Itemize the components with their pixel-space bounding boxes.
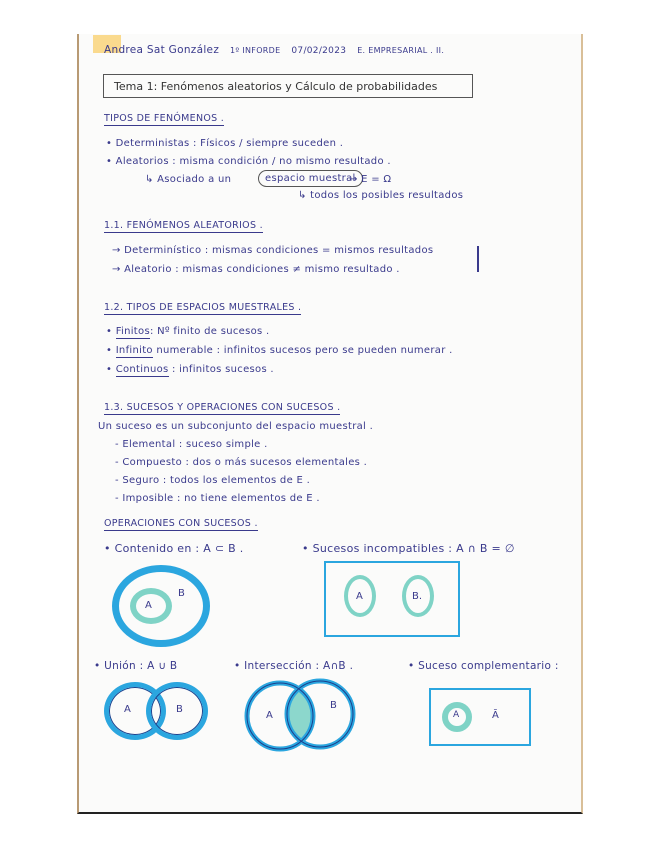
- label-a: A: [356, 591, 363, 602]
- list-item: - Elemental : suceso simple .: [115, 439, 268, 450]
- list-item: - Imposible : no tiene elementos de E .: [115, 493, 320, 504]
- list-item: - Seguro : todos los elementos de E .: [115, 475, 311, 486]
- section-heading-1-1: 1.1. FENÓMENOS ALEATORIOS .: [104, 220, 263, 231]
- label-a: A: [145, 600, 152, 611]
- label-a: A: [453, 710, 460, 720]
- label-b: B: [330, 700, 337, 711]
- incompatibles-label: • Sucesos incompatibles : A ∩ B = ∅: [302, 542, 515, 555]
- section-heading-operaciones: OPERACIONES CON SUCESOS .: [104, 518, 258, 529]
- section-heading-tipos: TIPOS DE FENÓMENOS .: [104, 113, 225, 124]
- complementario-label: • Suceso complementario :: [408, 660, 559, 672]
- list-item: ↳ Asociado a un: [145, 174, 232, 185]
- label-b: B.: [412, 591, 423, 602]
- course: 1º INFORDE: [230, 46, 281, 55]
- subject: E. EMPRESARIAL . II.: [357, 46, 445, 55]
- label-b: B: [178, 588, 185, 599]
- intersection-venn: [240, 676, 360, 756]
- list-item: → Aleatorio : mismas condiciones ≠ mismo resultado .: [112, 264, 400, 275]
- brace-mark: [477, 246, 479, 272]
- circled-term: espacio muestral: [258, 170, 363, 187]
- paragraph: Un suceso es un subconjunto del espacio muestral .: [98, 421, 374, 432]
- date: 07/02/2023: [291, 46, 347, 56]
- union-label: • Unión : A ∪ B: [94, 660, 178, 672]
- list-item: • Finitos: Nº finito de sucesos .: [106, 326, 270, 337]
- list-item: - Compuesto : dos o más sucesos elementales .: [115, 457, 368, 468]
- list-item: • Infinito numerable : infinitos sucesos pero se pueden numerar .: [106, 345, 453, 356]
- formula: → E = Ω: [349, 174, 392, 185]
- list-item: ↳ todos los posibles resultados: [298, 190, 464, 201]
- list-item: • Aleatorios : misma condición / no mismo resultado .: [106, 156, 391, 167]
- list-item: • Deterministas : Físicos / siempre suceden .: [106, 138, 344, 149]
- section-heading-1-2: 1.2. TIPOS DE ESPACIOS MUESTRALES .: [104, 302, 302, 313]
- label-a-complement: Ā: [492, 710, 499, 721]
- list-item: • Continuos : infinitos sucesos .: [106, 364, 274, 375]
- label-a: A: [266, 710, 273, 721]
- label-b: B: [176, 704, 183, 715]
- list-item: → Determinístico : mismas condiciones = mismos resultados: [112, 245, 434, 256]
- interseccion-label: • Intersección : A∩B .: [234, 660, 354, 672]
- contenido-label: • Contenido en : A ⊂ B .: [104, 542, 244, 555]
- label-a: A: [124, 704, 131, 715]
- page-title: Tema 1: Fenómenos aleatorios y Cálculo de probabilidades: [103, 74, 473, 98]
- section-heading-1-3: 1.3. SUCESOS Y OPERACIONES CON SUCESOS .: [104, 402, 341, 413]
- page-header: [104, 44, 444, 56]
- author: Andrea Sat González: [104, 44, 220, 56]
